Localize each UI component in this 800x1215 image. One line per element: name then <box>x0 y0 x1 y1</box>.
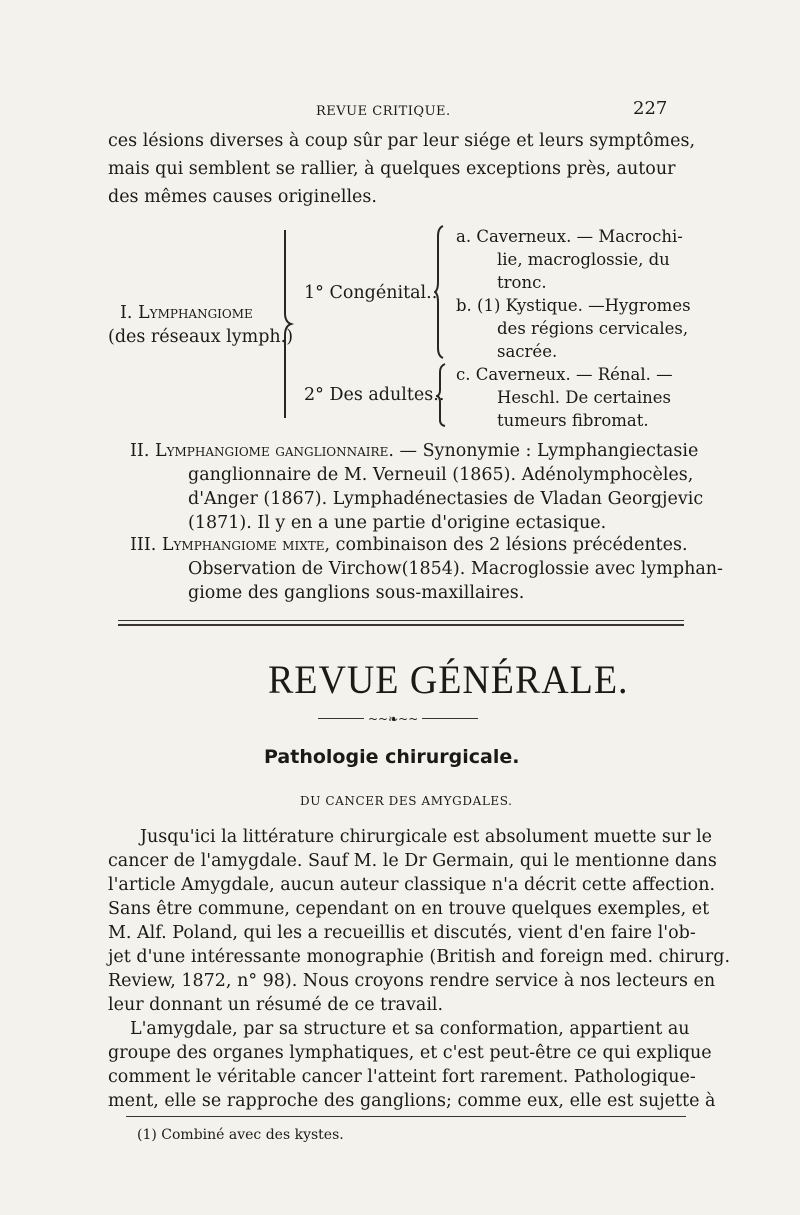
adults-brace-icon <box>436 362 450 428</box>
congenital-label: 1° Congénital.. <box>304 283 438 303</box>
body-line: l'article Amygdale, aucun auteur classique n'a décrit cette affection. <box>108 875 716 895</box>
type2-text: — Synonymie : Lymphangiectasie <box>399 441 699 461</box>
footnote-rule <box>126 1116 686 1117</box>
section-heading: DU CANCER DES AMYGDALES. <box>300 794 513 808</box>
a-line: tronc. <box>497 273 547 292</box>
congenital-brace-icon <box>434 224 448 360</box>
type2-first-line <box>130 440 698 462</box>
a-line: lie, macroglossie, du <box>497 250 670 269</box>
type3-text: combinaison des 2 lésions précédentes. <box>335 535 688 555</box>
body-line: leur donnant un résumé de ce travail. <box>108 995 444 1015</box>
a-line: a. Caverneux. — Macrochi- <box>456 227 683 246</box>
ornament-icon: ~~❧~~ <box>364 712 422 726</box>
c-line: c. Caverneux. — Rénal. — <box>456 365 673 384</box>
c-line: tumeurs fibromat. <box>497 411 649 430</box>
body-line: Review, 1872, n° 98). Nous croyons rendre service à nos lecteurs en <box>108 971 716 991</box>
type1-label-text: I. Lymphangiome <box>120 303 253 323</box>
pathologie-subtitle: Pathologie chirurgicale. <box>264 746 520 768</box>
type3-label: III. Lymphangiome mixte, <box>130 535 331 555</box>
section-divider <box>118 624 684 626</box>
c-line: Heschl. De certaines <box>497 388 671 407</box>
body-line: comment le véritable cancer l'atteint fort rarement. Pathologique- <box>108 1067 696 1087</box>
b-line: des régions cervicales, <box>497 319 689 338</box>
type2-label: II. Lymphangiome ganglionnaire. <box>130 441 394 461</box>
body-line: ment, elle se rapproche des ganglions; comme eux, elle est sujette à <box>108 1091 716 1111</box>
intro-line: des mêmes causes originelles. <box>108 187 377 207</box>
intro-line: mais qui semblent se rallier, à quelques exceptions près, autour <box>108 159 676 179</box>
intro-line: ces lésions diverses à coup sûr par leur siége et leurs symptômes, <box>108 131 696 151</box>
revue-generale-title: REVUE GÉNÉRALE. <box>268 657 629 702</box>
body-line: Sans être commune, cependant on en trouve quelques exemples, et <box>108 899 710 919</box>
body-line: groupe des organes lymphatiques, et c'est peut-être ce qui explique <box>108 1043 712 1063</box>
adults-label: 2° Des adultes.. <box>304 385 445 405</box>
page-number: 227 <box>633 98 668 119</box>
type3-line: giome des ganglions sous-maxillaires. <box>188 583 525 603</box>
type1-sub: (des réseaux lymph.) <box>108 327 294 347</box>
type3-line: Observation de Virchow(1854). Macroglossie avec lymphan- <box>188 559 723 579</box>
body-line: cancer de l'amygdale. Sauf M. le Dr Germain, qui le mentionne dans <box>108 851 717 871</box>
b-line: b. (1) Kystique. —Hygromes <box>456 296 691 315</box>
b-line: sacrée. <box>497 342 558 361</box>
body-line: Jusqu'ici la littérature chirurgicale est absolument muette sur le <box>140 827 713 847</box>
type2-line: ganglionnaire de M. Verneuil (1865). Adénolymphocèles, <box>188 465 694 485</box>
type3-first-line <box>130 534 688 556</box>
type1-label <box>120 302 253 324</box>
body-line: L'amygdale, par sa structure et sa conformation, appartient au <box>130 1019 690 1039</box>
running-title: REVUE CRITIQUE. <box>316 104 451 119</box>
footnote: (1) Combiné avec des kystes. <box>137 1127 344 1143</box>
body-line: jet d'une intéressante monographie (British and foreign med. chirurg. <box>108 947 731 967</box>
type2-line: (1871). Il y en a une partie d'origine ectasique. <box>188 513 607 533</box>
type2-line: d'Anger (1867). Lymphadénectasies de Vladan Georgjevic <box>188 489 704 509</box>
left-brace-icon <box>282 228 296 420</box>
body-line: M. Alf. Poland, qui les a recueillis et discutés, vient d'en faire l'ob- <box>108 923 696 943</box>
section-divider <box>118 620 684 621</box>
